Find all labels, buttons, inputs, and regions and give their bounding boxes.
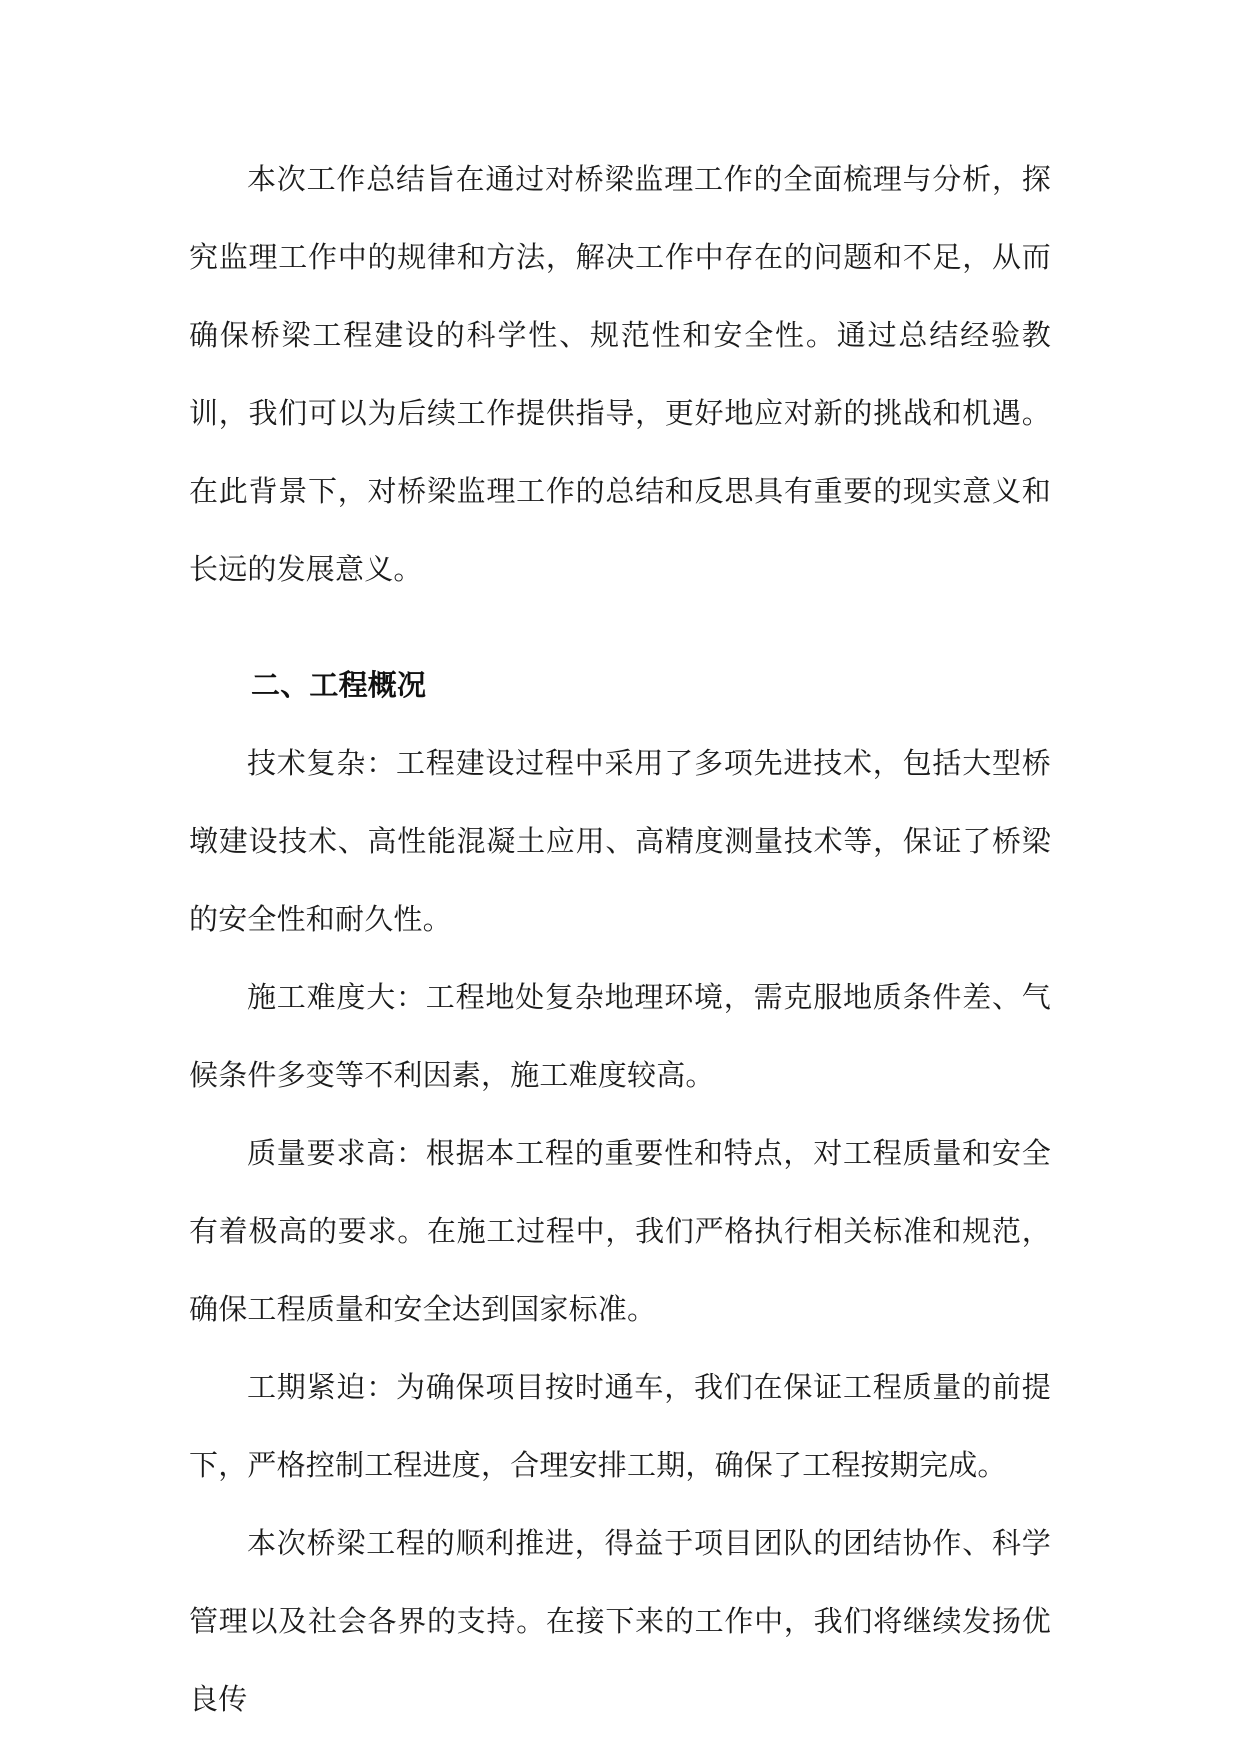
section-heading: 二、工程概况 [251, 668, 427, 702]
paragraph-construction-difficulty: 施工难度大：工程地处复杂地理环境，需克服地质条件差、气候条件多变等不利因素，施工难度较高。 [189, 980, 1051, 1092]
paragraph-project-progress: 本次桥梁工程的顺利推进，得益于项目团队的团结协作、科学管理以及社会各界的支持。在接下来的工作中，我们将继续发扬优良传 [189, 1526, 1051, 1716]
intro-paragraph: 本次工作总结旨在通过对桥梁监理工作的全面梳理与分析，探究监理工作中的规律和方法，解决工作中存在的问题和不足，从而确保桥梁工程建设的科学性、规范性和安全性。通过总结经验教训，我们可以为后续工作提供指导，更好地应对新的挑战和机遇。在此背景下，对桥梁监理工作的总结和反思具有重要的现实意义和长远的发展意义。 [189, 162, 1051, 586]
paragraph-technical-complexity: 技术复杂：工程建设过程中采用了多项先进技术，包括大型桥墩建设技术、高性能混凝土应用、高精度测量技术等，保证了桥梁的安全性和耐久性。 [189, 746, 1051, 936]
paragraph-quality-requirements: 质量要求高：根据本工程的重要性和特点，对工程质量和安全有着极高的要求。在施工过程中，我们严格执行相关标准和规范，确保工程质量和安全达到国家标准。 [189, 1136, 1051, 1326]
paragraph-schedule: 工期紧迫：为确保项目按时通车，我们在保证工程质量的前提下，严格控制工程进度，合理安排工期，确保了工程按期完成。 [189, 1370, 1051, 1482]
document-body [189, 140, 1051, 1738]
